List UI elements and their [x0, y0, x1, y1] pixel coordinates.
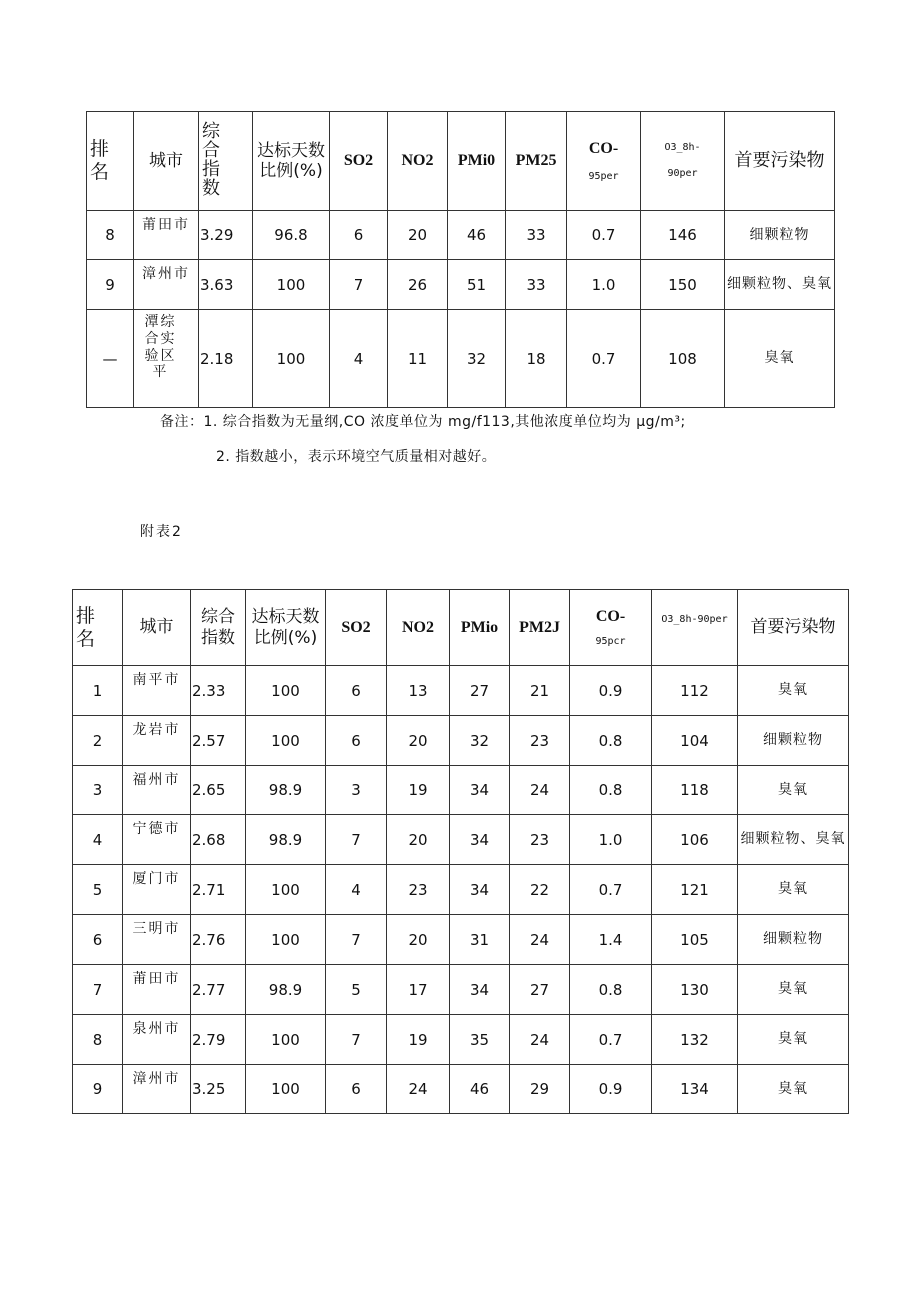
cell-so2: 7 [330, 260, 388, 310]
cell-ratio: 100 [246, 915, 326, 965]
cell-co: 0.7 [567, 310, 641, 408]
header-rank: 排名 [87, 112, 134, 211]
cell-no2: 19 [387, 766, 450, 815]
cell-co: 0.9 [570, 666, 652, 716]
cell-ratio: 100 [253, 310, 330, 408]
cell-city: 潭综合实验区平 [134, 310, 199, 408]
cell-o3: 104 [652, 716, 738, 766]
cell-ratio: 100 [246, 1015, 326, 1065]
cell-pm25: 27 [510, 965, 570, 1015]
cell-primary: 细颗粒物 [725, 211, 835, 260]
cell-so2: 6 [330, 211, 388, 260]
cell-so2: 5 [326, 965, 387, 1015]
header-pm25: PM25 [506, 112, 567, 211]
cell-so2: 7 [326, 915, 387, 965]
cell-no2: 23 [387, 865, 450, 915]
appendix-caption: 附表2 [140, 524, 183, 540]
cell-index: 2.18 [199, 310, 253, 408]
cell-pm25: 23 [510, 716, 570, 766]
header-pm25: PM2J [510, 590, 570, 666]
cell-no2: 13 [387, 666, 450, 716]
cell-o3: 134 [652, 1065, 738, 1114]
cell-city: 三明市 [123, 915, 191, 965]
cell-index: 3.25 [191, 1065, 246, 1114]
header-ratio: 达标天数比例(%) [246, 590, 326, 666]
cell-index: 2.57 [191, 716, 246, 766]
table-header-row [87, 112, 835, 211]
air-quality-table-1 [86, 111, 835, 408]
cell-primary: 臭氧 [738, 666, 849, 716]
header-city: 城市 [123, 590, 191, 666]
cell-pm10: 27 [450, 666, 510, 716]
cell-pm10: 34 [450, 865, 510, 915]
header-co-top: CO- [588, 140, 619, 158]
cell-pm10: 34 [450, 965, 510, 1015]
table-row [73, 1015, 849, 1065]
cell-pm25: 21 [510, 666, 570, 716]
cell-city: 南平市 [123, 666, 191, 716]
cell-index: 3.63 [199, 260, 253, 310]
header-co [570, 590, 652, 666]
header-city: 城市 [134, 112, 199, 211]
cell-city: 泉州市 [123, 1015, 191, 1065]
cell-o3: 121 [652, 865, 738, 915]
cell-index: 2.77 [191, 965, 246, 1015]
cell-primary: 臭氧 [738, 1015, 849, 1065]
header-index: 综合指数 [199, 112, 253, 211]
cell-city: 莆田市 [134, 211, 199, 260]
cell-so2: 7 [326, 815, 387, 865]
cell-index: 2.65 [191, 766, 246, 815]
cell-no2: 20 [388, 211, 448, 260]
cell-co: 1.4 [570, 915, 652, 965]
table-row [73, 965, 849, 1015]
header-no2: NO2 [388, 112, 448, 211]
cell-index: 2.79 [191, 1015, 246, 1065]
header-so2: SO2 [330, 112, 388, 211]
header-co [567, 112, 641, 211]
cell-city: 宁德市 [123, 815, 191, 865]
cell-o3: 108 [641, 310, 725, 408]
cell-co: 0.7 [570, 865, 652, 915]
cell-pm25: 23 [510, 815, 570, 865]
header-primary-pollutant: 首要污染物 [725, 112, 835, 211]
table-row [87, 260, 835, 310]
cell-ratio: 98.9 [246, 965, 326, 1015]
cell-co: 0.7 [570, 1015, 652, 1065]
cell-primary: 臭氧 [738, 865, 849, 915]
header-pm10: PMi0 [448, 112, 506, 211]
header-co-bottom: 95per [588, 170, 619, 182]
cell-rank: 4 [73, 815, 123, 865]
cell-pm25: 29 [510, 1065, 570, 1114]
cell-so2: 4 [330, 310, 388, 408]
cell-pm25: 33 [506, 211, 567, 260]
table-row [87, 310, 835, 408]
cell-rank: 9 [73, 1065, 123, 1114]
cell-primary: 臭氧 [738, 766, 849, 815]
cell-ratio: 98.9 [246, 766, 326, 815]
cell-pm10: 51 [448, 260, 506, 310]
cell-ratio: 100 [253, 260, 330, 310]
cell-rank: — [87, 310, 134, 408]
cell-o3: 146 [641, 211, 725, 260]
cell-index: 2.76 [191, 915, 246, 965]
cell-so2: 4 [326, 865, 387, 915]
cell-ratio: 100 [246, 1065, 326, 1114]
cell-o3: 106 [652, 815, 738, 865]
cell-city: 莆田市 [123, 965, 191, 1015]
header-primary-pollutant: 首要污染物 [738, 590, 849, 666]
cell-index: 2.68 [191, 815, 246, 865]
header-o3-bottom: 90per [667, 168, 698, 179]
cell-rank: 3 [73, 766, 123, 815]
cell-pm10: 32 [448, 310, 506, 408]
cell-rank: 8 [87, 211, 134, 260]
cell-index: 2.71 [191, 865, 246, 915]
cell-o3: 105 [652, 915, 738, 965]
cell-no2: 19 [387, 1015, 450, 1065]
cell-o3: 118 [652, 766, 738, 815]
header-no2: NO2 [387, 590, 450, 666]
cell-primary: 臭氧 [725, 310, 835, 408]
header-pm10: PMio [450, 590, 510, 666]
cell-so2: 3 [326, 766, 387, 815]
cell-city: 漳州市 [123, 1065, 191, 1114]
cell-so2: 7 [326, 1015, 387, 1065]
header-index: 综合指数 [191, 590, 246, 666]
cell-rank: 8 [73, 1015, 123, 1065]
cell-ratio: 100 [246, 716, 326, 766]
table-row [73, 865, 849, 915]
cell-co: 1.0 [570, 815, 652, 865]
cell-pm10: 32 [450, 716, 510, 766]
cell-rank: 6 [73, 915, 123, 965]
cell-pm25: 24 [510, 915, 570, 965]
cell-co: 0.8 [570, 716, 652, 766]
cell-city: 龙岩市 [123, 716, 191, 766]
cell-ratio: 100 [246, 666, 326, 716]
cell-pm25: 18 [506, 310, 567, 408]
cell-no2: 20 [387, 915, 450, 965]
cell-o3: 112 [652, 666, 738, 716]
table-row [73, 1065, 849, 1114]
cell-rank: 7 [73, 965, 123, 1015]
cell-primary: 细颗粒物 [738, 716, 849, 766]
cell-pm25: 22 [510, 865, 570, 915]
cell-co: 0.8 [570, 766, 652, 815]
table-row [73, 666, 849, 716]
header-rank: 排名 [73, 590, 123, 666]
cell-no2: 20 [387, 716, 450, 766]
cell-rank: 9 [87, 260, 134, 310]
cell-pm10: 31 [450, 915, 510, 965]
cell-index: 3.29 [199, 211, 253, 260]
air-quality-table-2 [72, 589, 849, 1114]
cell-co: 0.8 [570, 965, 652, 1015]
cell-no2: 20 [387, 815, 450, 865]
note-line-2: 2. 指数越小，表示环境空气质量相对越好。 [216, 449, 497, 465]
cell-co: 0.9 [570, 1065, 652, 1114]
cell-ratio: 96.8 [253, 211, 330, 260]
header-o3 [641, 112, 725, 211]
header-o3-top: O3_8h- [664, 142, 701, 153]
cell-no2: 26 [388, 260, 448, 310]
note-line-1: 备注：1. 综合指数为无量纲,CO 浓度单位为 mg∕f113,其他浓度单位均为 μg∕m³; [160, 414, 686, 430]
cell-pm25: 24 [510, 766, 570, 815]
table-row [73, 716, 849, 766]
header-co-bottom: 95pcr [595, 636, 626, 648]
table-row [87, 211, 835, 260]
cell-primary: 细颗粒物、臭氧 [738, 815, 849, 865]
cell-no2: 17 [387, 965, 450, 1015]
cell-pm10: 46 [448, 211, 506, 260]
cell-o3: 130 [652, 965, 738, 1015]
cell-o3: 150 [641, 260, 725, 310]
cell-co: 1.0 [567, 260, 641, 310]
cell-pm10: 35 [450, 1015, 510, 1065]
header-so2: SO2 [326, 590, 387, 666]
cell-primary: 臭氧 [738, 1065, 849, 1114]
cell-so2: 6 [326, 1065, 387, 1114]
cell-rank: 1 [73, 666, 123, 716]
header-co-top: CO- [595, 607, 626, 625]
cell-city: 厦门市 [123, 865, 191, 915]
cell-ratio: 98.9 [246, 815, 326, 865]
cell-primary: 细颗粒物、臭氧 [725, 260, 835, 310]
cell-pm25: 24 [510, 1015, 570, 1065]
cell-no2: 11 [388, 310, 448, 408]
cell-primary: 细颗粒物 [738, 915, 849, 965]
cell-pm25: 33 [506, 260, 567, 310]
cell-rank: 5 [73, 865, 123, 915]
cell-so2: 6 [326, 666, 387, 716]
cell-no2: 24 [387, 1065, 450, 1114]
table-row [73, 915, 849, 965]
header-o3: O3_8h-90per [652, 590, 738, 666]
cell-o3: 132 [652, 1015, 738, 1065]
cell-city: 漳州市 [134, 260, 199, 310]
cell-co: 0.7 [567, 211, 641, 260]
cell-pm10: 34 [450, 815, 510, 865]
cell-ratio: 100 [246, 865, 326, 915]
cell-pm10: 46 [450, 1065, 510, 1114]
cell-so2: 6 [326, 716, 387, 766]
cell-rank: 2 [73, 716, 123, 766]
table-row [73, 815, 849, 865]
cell-pm10: 34 [450, 766, 510, 815]
cell-city: 福州市 [123, 766, 191, 815]
table-row [73, 766, 849, 815]
cell-index: 2.33 [191, 666, 246, 716]
header-ratio: 达标天数比例(%) [253, 112, 330, 211]
table-header-row [73, 590, 849, 666]
cell-primary: 臭氧 [738, 965, 849, 1015]
